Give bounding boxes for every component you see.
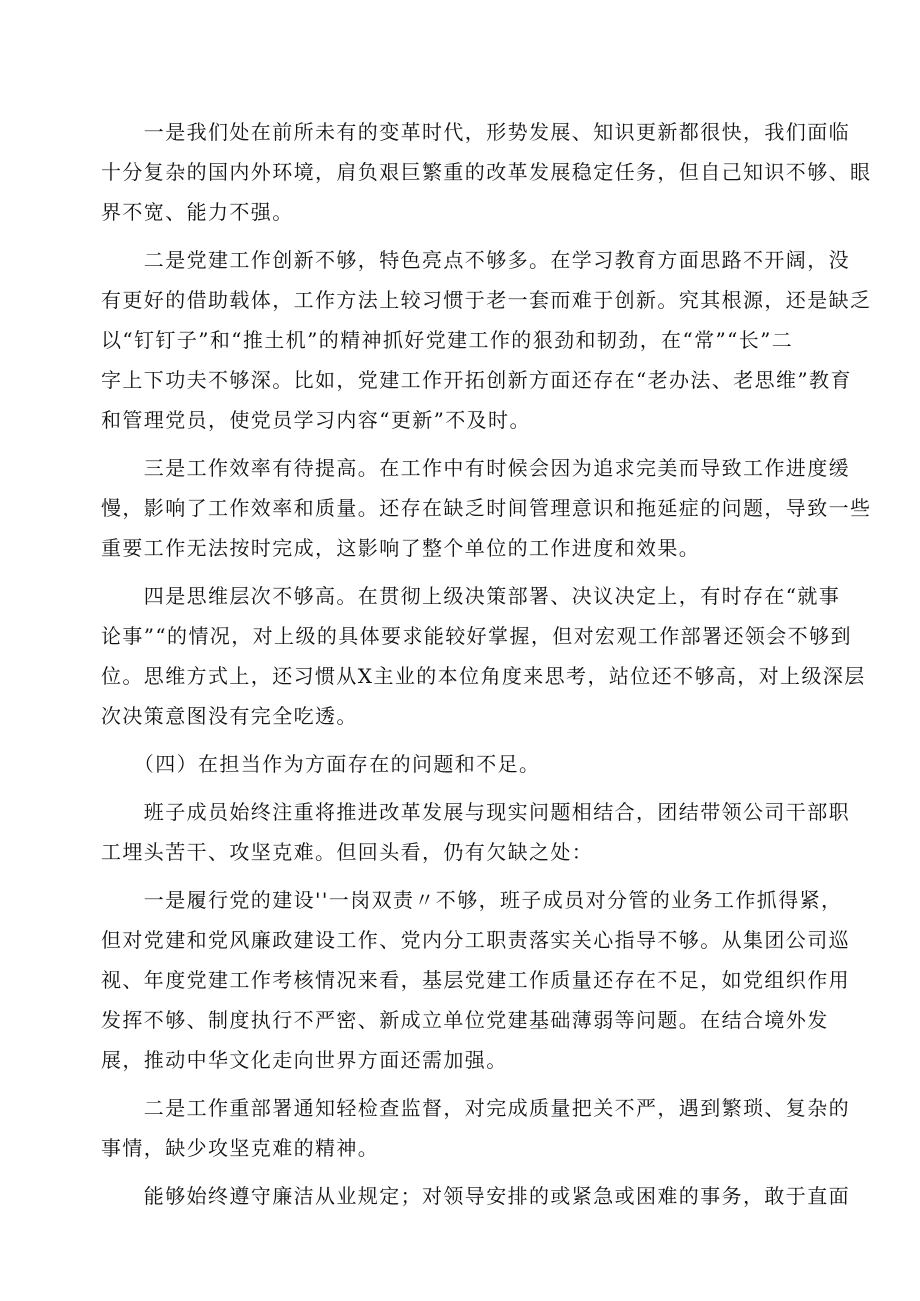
text-line: 视、年度党建工作考核情况来看，基层党建工作质量还存在不足，如党组织作用 bbox=[101, 968, 850, 992]
text-line: 十分复杂的国内外环境，肩负艰巨繁重的改革发展稳定任务，但自己知识不够、眼 bbox=[101, 160, 872, 184]
text-line: 以“钉钉子”和“推土机”的精神抓好党建工作的狠劲和韧劲，在“常”“长”二 bbox=[101, 328, 794, 352]
text-line: 三是工作效率有待提高。在工作中有时候会因为追求完美而导致工作进度缓 bbox=[101, 456, 850, 480]
text-line: 论事”“的情况，对上级的具体要求能较好掌握，但对宏观工作部署还领会不够到 bbox=[101, 624, 852, 648]
text-line: 二是工作重部署通知轻检查监督，对完成质量把关不严，遇到繁琐、复杂的 bbox=[101, 1096, 850, 1120]
paragraph bbox=[101, 792, 853, 872]
text-line: 工埋头苦干、攻坚克难。但回头看，仍有欠缺之处： bbox=[101, 840, 594, 864]
paragraph bbox=[101, 1088, 853, 1168]
text-line: 四是思维层次不够高。在贯彻上级决策部署、决议决定上，有时存在“就事 bbox=[101, 584, 841, 608]
paragraph bbox=[101, 112, 872, 232]
paragraph bbox=[101, 1176, 853, 1216]
text-line: 一是履行党的建设''一岗双责〃不够，班子成员对分管的业务工作抓得紧， bbox=[101, 888, 843, 912]
paragraph bbox=[101, 880, 853, 1080]
paragraph bbox=[101, 744, 853, 784]
document-page bbox=[101, 112, 872, 1216]
text-line: 慢，影响了工作效率和质量。还存在缺乏时间管理意识和拖延症的问题，导致一些 bbox=[101, 496, 872, 520]
paragraph bbox=[101, 576, 866, 736]
text-line: 能够始终遵守廉洁从业规定；对领导安排的或紧急或困难的事务，敢于直面 bbox=[101, 1184, 850, 1208]
text-line: 事情，缺少攻坚克难的精神。 bbox=[101, 1136, 380, 1160]
text-line: 字上下功夫不够深。比如，党建工作开拓创新方面还存在“老办法、老思维”教育 bbox=[101, 368, 852, 392]
text-line: 展，推动中华文化走向世界方面还需加强。 bbox=[101, 1048, 508, 1072]
text-line: 重要工作无法按时完成，这影响了整个单位的工作进度和效果。 bbox=[101, 536, 701, 560]
text-line: 和管理党员，使党员学习内容“更新”不及时。 bbox=[101, 408, 531, 432]
text-line: 二是党建工作创新不够，特色亮点不够多。在学习教育方面思路不开阔，没 bbox=[101, 248, 850, 272]
text-line: 有更好的借助载体，工作方法上较习惯于老一套而难于创新。究其根源，还是缺乏 bbox=[101, 288, 872, 312]
paragraph bbox=[101, 448, 872, 568]
text-line: （四）在担当作为方面存在的问题和不足。 bbox=[101, 752, 541, 776]
text-line: 次决策意图没有完全吃透。 bbox=[101, 704, 358, 728]
text-line: 但对党建和党风廉政建设工作、党内分工职责落实关心指导不够。从集团公司巡 bbox=[101, 928, 850, 952]
text-line: 班子成员始终注重将推进改革发展与现实问题相结合，团结带领公司干部职 bbox=[101, 800, 850, 824]
text-line: 界不宽、能力不强。 bbox=[101, 200, 294, 224]
text-line: 位。思维方式上，还习惯从X主业的本位角度来思考，站位还不够高，对上级深层 bbox=[101, 664, 866, 688]
text-line: 一是我们处在前所未有的变革时代，形势发展、知识更新都很快，我们面临 bbox=[101, 120, 850, 144]
text-line: 发挥不够、制度执行不严密、新成立单位党建基础薄弱等问题。在结合境外发 bbox=[101, 1008, 829, 1032]
paragraph bbox=[101, 240, 872, 440]
